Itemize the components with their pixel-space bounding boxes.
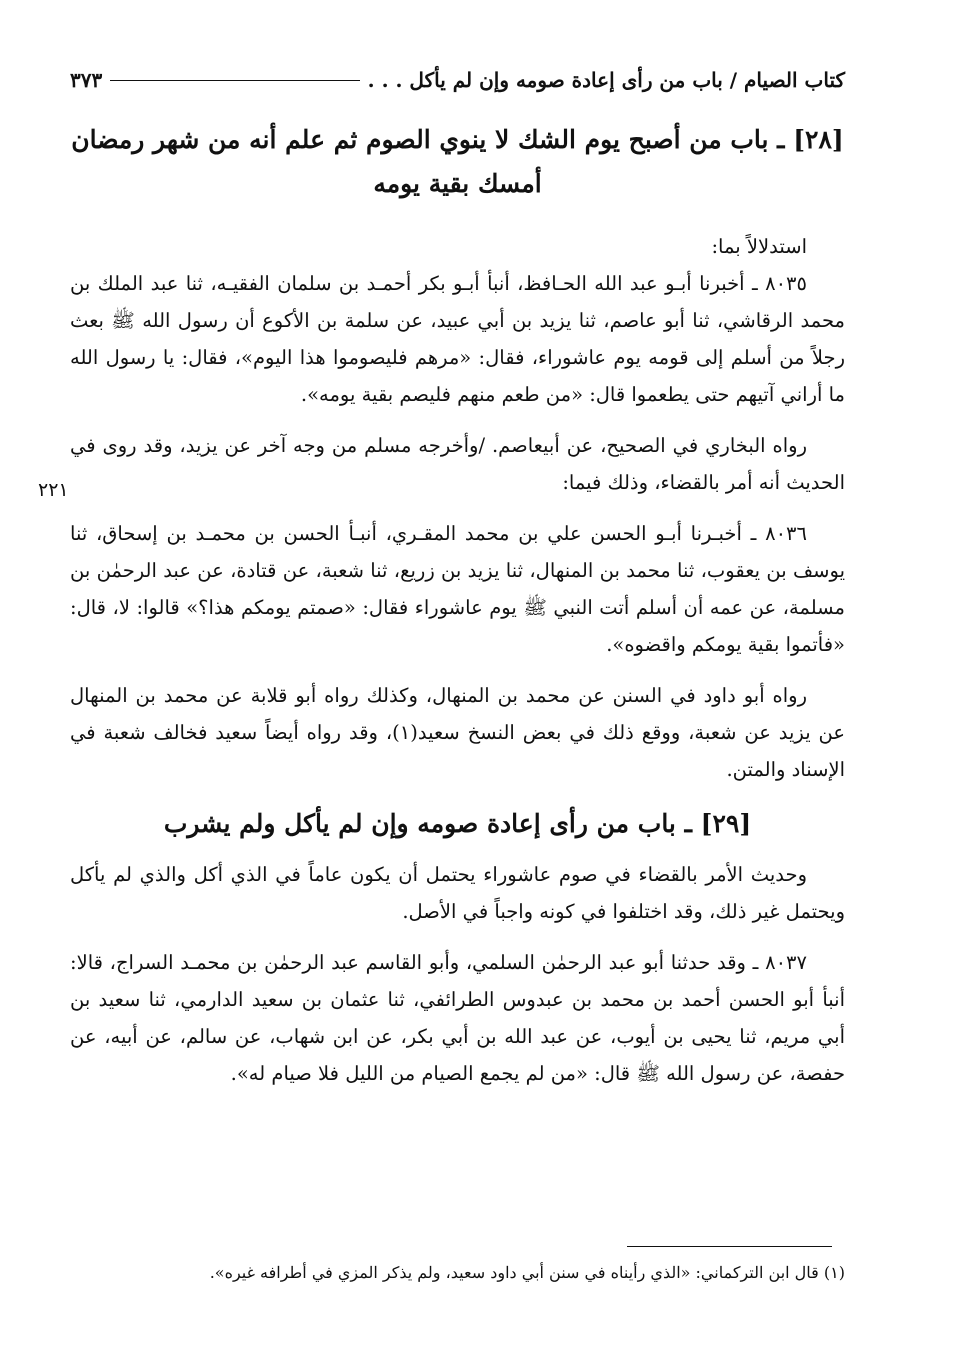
hadith-8036: ٨٠٣٦ ـ أخبـرنا أبـو الحسن علي بن محمد المقـري، أنبـأ الحسن بن محمـد بن إسحاق، ثنا يوسف بن يعقوب، ثنا محمد بن المنهال، ثنا يزيد بن زريع، ثنا شعبة، عن قتادة، عن عبد الرحمٰن بن مسلمة، عن عمه أن أسلم أتت النبي ﷺ يوم عاشوراء فقال: «صمتم يومكم هذا؟» قالوا: لا، قال: «فأتموا بقية يومكم واقضوه». [70,522,845,656]
margin-page-marker: ٢٢١ [38,479,69,501]
hadith-8037: ٨٠٣٧ ـ وقد حدثنا أبو عبد الرحمٰن السلمي، وأبو القاسم عبد الرحمٰن بن محمـد السراج، قالا: أنبأ أبو الحسن أحمد بن محمد بن عبدوس الطرائفي، ثنا عثمان بن سعيد الدارمي، ثنا سعيد بن أبي مريم، ثنا يحيى بن أيوب، عن عبد الله بن أبي بكر، عن ابن شهاب، عن سالم، عن أبيه، عن حفصة، عن رسول الله ﷺ قال: «من لم يجمع الصيام من الليل فلا صيام له». [70,951,845,1085]
header-rule [110,80,359,81]
page-number: ٣٧٣ [70,68,103,92]
footnote-divider [627,1246,832,1247]
running-header-title: كتاب الصيام / باب من رأى إعادة صومه وإن لم يأكل . . . [367,68,845,92]
chapter-28-title: [٢٨] ـ باب من أصبح يوم الشك لا ينوي الصوم ثم علم أنه من شهر رمضان أمسك بقية يومه [71,125,844,198]
paragraph-riwaya-1: رواه البخاري في الصحيح، عن أبيعاصم. /وأخرجه مسلم من وجه آخر عن يزيد، وقد روى في الحديث أنه أمر بالقضاء، وذلك فيما: [70,434,845,494]
running-header [70,60,845,100]
paragraph-riwaya-2: رواه أبو داود في السنن عن محمد بن المنهال، وكذلك رواه أبو قلابة عن محمد بن المنهال عن يزيد عن شعبة، ووقع ذلك في بعض النسخ سعيد(١)، وقد رواه أيضاً سعيد فخالف شعبة في الإسناد والمتن. [70,684,845,781]
paragraph-intro: استدلالاً بما: [711,235,807,258]
footnote: (١) قال ابن التركماني: «الذي رأيناه في سنن أبي داود سعيد، ولم يذكر المزي في أطرافه غيره». [209,1263,845,1282]
paragraph-qada: وحديث الأمر بالقضاء في صوم عاشوراء يحتمل أن يكون عاماً في الذي أكل والذي لم يأكل ويحتمل غير ذلك، وقد اختلفوا في كونه واجباً في الأصل. [70,863,845,923]
page-body [70,60,845,1092]
hadith-8035: ٨٠٣٥ ـ أخبرنا أبـو عبد الله الحـافظ، أنبأ أبـو بكر أحمـد بن سلمان الفقيـه، ثنا عبد الملك بن محمد الرقاشي، ثنا أبو عاصم، ثنا يزيد بن أبي عبيد، عن سلمة بن الأكوع أن رسول الله ﷺ بعث رجلاً من أسلم إلى قومه يوم عاشوراء، فقال: «مرهم فليصوموا هذا اليوم»، فقال: يا رسول الله ما أراني آتيهم حتى يطعموا قال: «من طعم منهم فليصم بقية يومه». [70,272,845,406]
chapter-29-title: [٢٩] ـ باب من رأى إعادة صومه وإن لم يأكل ولم يشرب [163,809,752,838]
